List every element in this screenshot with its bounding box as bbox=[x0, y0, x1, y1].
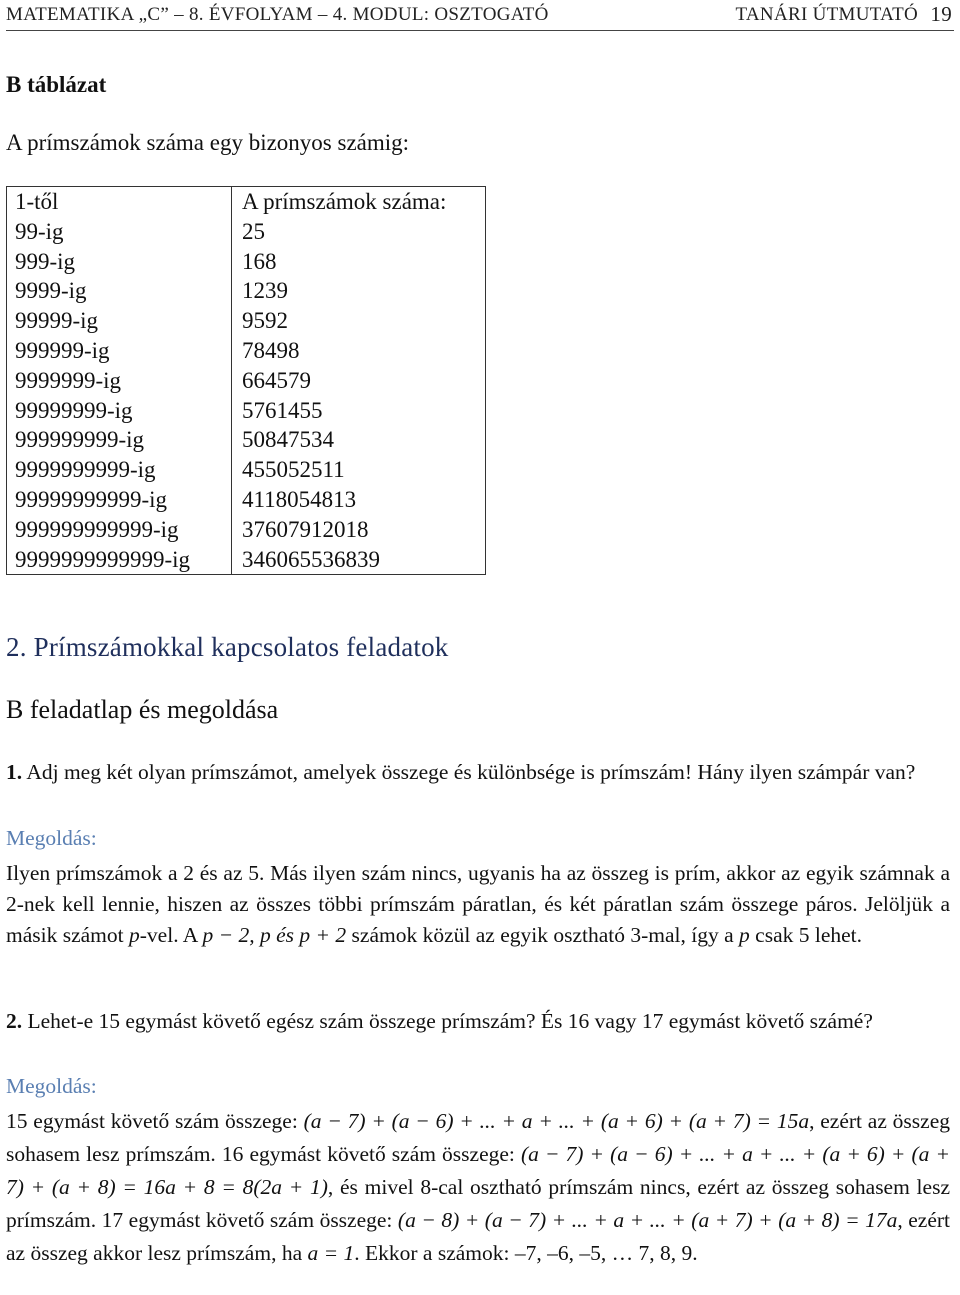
cell-prime-count: 50847534 bbox=[242, 427, 334, 453]
cell-prime-count: 78498 bbox=[242, 337, 300, 363]
task1-solution bbox=[6, 858, 950, 951]
task1-solution-text-a: Ilyen prímszámok a 2 és az 5. Más ilyen szám nincs, ugyanis ha az összeg is prím, akkor az egyik számnak a 2-nek kell lennie, hiszen az összes többi prímszám páratlan, és két páratlan szám összege páros. Jelöljük a másik számot bbox=[6, 861, 950, 947]
task1-text: Adj meg két olyan prímszámot, amelyek összege és különbsége is prímszám! Hány ilyen számpár van? bbox=[22, 760, 916, 784]
cell-prime-count: 5761455 bbox=[242, 397, 323, 423]
header-cell-count: A prímszámok száma: bbox=[242, 189, 447, 214]
cell-range: 99-ig bbox=[7, 217, 232, 247]
header-left: MATEMATIKA „C” – 8. ÉVFOLYAM – 4. MODUL: OSZTOGATÓ bbox=[6, 4, 549, 25]
table-title: B táblázat bbox=[6, 72, 107, 97]
task2-solution-text-4: , ezért az összeg akkor lesz prímszám, ha bbox=[6, 1208, 950, 1265]
task2-solution-text-5: . Ekkor a számok: –7, –6, –5, … 7, 8, 9. bbox=[354, 1241, 698, 1265]
cell-prime-count: 664579 bbox=[242, 367, 311, 393]
task2-solution-text-2: , ezért az összeg sohasem lesz prímszám. 16 egymást követő szám összege: bbox=[6, 1109, 950, 1166]
cell-prime-count: 346065536839 bbox=[242, 546, 380, 572]
task2-expression-15: (a − 7) + (a − 6) + ... + a + ... + (a + 6) + (a + 7) = 15a bbox=[303, 1109, 810, 1133]
cell-range: 999999999999-ig bbox=[7, 515, 232, 545]
cell-range: 999-ig bbox=[7, 247, 232, 277]
var-p: p bbox=[129, 923, 140, 947]
task1-solution-text-c: számok közül az egyik osztható 3-mal, így a bbox=[346, 923, 740, 947]
page-header bbox=[6, 4, 954, 31]
task2-text: Lehet-e 15 egymást követő egész szám összege prímszám? És 16 vagy 17 egymást követő számé? bbox=[22, 1009, 873, 1033]
task2-solution-text-3: , és mivel 8-cal osztható prímszám nincs, ezért az összeg sohasem lesz prímszám. 17 egymást követő szám összege: bbox=[6, 1175, 950, 1232]
header-right: TANÁRI ÚTMUTATÓ bbox=[735, 4, 918, 25]
cell-range: 999999-ig bbox=[7, 336, 232, 366]
task2-expression-a1: a = 1 bbox=[307, 1241, 355, 1265]
table-row bbox=[7, 306, 486, 336]
task1-number: 1. bbox=[6, 760, 23, 784]
cell-prime-count: 1239 bbox=[242, 278, 288, 304]
cell-range: 99999999-ig bbox=[7, 396, 232, 426]
task2-question bbox=[6, 1006, 950, 1037]
table-row bbox=[7, 545, 486, 575]
cell-prime-count: 37607912018 bbox=[242, 516, 369, 542]
cell-range: 9999999999999-ig bbox=[7, 545, 232, 575]
task1-solution-label: Megoldás: bbox=[6, 826, 97, 850]
var-p-2: p bbox=[739, 923, 750, 947]
cell-range: 99999-ig bbox=[7, 306, 232, 336]
table-row bbox=[7, 336, 486, 366]
prime-count-table bbox=[6, 186, 486, 575]
header-cell-range: 1-től bbox=[7, 187, 232, 217]
cell-prime-count: 168 bbox=[242, 248, 277, 274]
page-number: 19 bbox=[930, 2, 952, 26]
cell-prime-count: 9592 bbox=[242, 308, 288, 334]
table-row bbox=[7, 366, 486, 396]
section-title: 2. Prímszámokkal kapcsolatos feladatok bbox=[6, 632, 449, 662]
task2-number: 2. bbox=[6, 1009, 23, 1033]
table-header-row bbox=[7, 187, 486, 217]
table-row bbox=[7, 247, 486, 277]
cell-range: 999999999-ig bbox=[7, 425, 232, 455]
task2-expression-17: (a − 8) + (a − 7) + ... + a + ... + (a + 7) + (a + 8) = 17a bbox=[397, 1208, 898, 1232]
table-row bbox=[7, 217, 486, 247]
table-row bbox=[7, 455, 486, 485]
cell-range: 99999999999-ig bbox=[7, 485, 232, 515]
task1-expression: p − 2, p és p + 2 bbox=[202, 923, 347, 947]
table-intro: A prímszámok száma egy bizonyos számig: bbox=[6, 130, 410, 155]
table-row bbox=[7, 515, 486, 545]
task2-solution-text-1: 15 egymást követő szám összege: bbox=[6, 1109, 304, 1133]
task2-expression-16: (a − 7) + (a − 6) + ... + a + ... + (a + 6) + (a + 7) + (a + 8) = 16a + 8 = 8(2a + 1) bbox=[6, 1142, 950, 1199]
table-row bbox=[7, 425, 486, 455]
task1-solution-text-d: csak 5 lehet. bbox=[749, 923, 863, 947]
task1-question bbox=[6, 757, 950, 788]
cell-range: 9999999999-ig bbox=[7, 455, 232, 485]
task2-solution-label: Megoldás: bbox=[6, 1074, 97, 1098]
table-row bbox=[7, 396, 486, 426]
cell-prime-count: 455052511 bbox=[242, 457, 345, 483]
cell-range: 9999999-ig bbox=[7, 366, 232, 396]
table-row bbox=[7, 276, 486, 306]
subsection-title: B feladatlap és megoldása bbox=[6, 695, 279, 724]
task2-solution bbox=[6, 1105, 950, 1270]
cell-prime-count: 25 bbox=[242, 218, 265, 244]
cell-range: 9999-ig bbox=[7, 276, 232, 306]
task1-solution-text-b: -vel. A bbox=[139, 923, 203, 947]
cell-prime-count: 4118054813 bbox=[242, 486, 357, 512]
table-row bbox=[7, 485, 486, 515]
